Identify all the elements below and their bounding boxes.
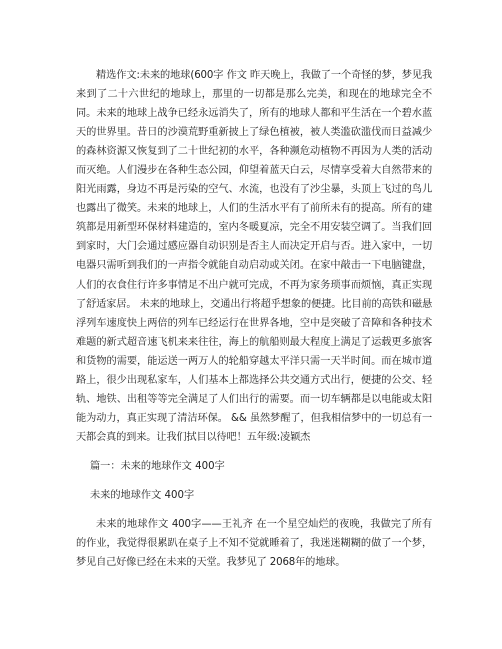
essay-paragraph-2: 未来的地球作文 400字——王礼齐 在一个星空灿烂的夜晚，我做完了所有的作业，我觉得很累趴在桌子上不知不觉就睡着了，我迷迷糊糊的做了一个梦，梦见自己好像已经在未来的天堂。我梦见了 2068年的地球。 [76,519,432,569]
spacer [76,476,432,486]
spacer [76,505,432,515]
spacer [76,447,432,457]
essay-paragraph-1: 精选作文:未来的地球(600字 作文 昨天晚上，我做了一个奇怪的梦，梦见我来到了二十六世纪的地球上，那里的一切都是那么完美，和现在的地球完全不同。未来的地球上战争已经永远消失了，所有的地球人都和平生活在一个碧水蓝天的世界里。昔日的沙漠荒野重新披上了绿色植被，被人类滥砍滥伐而日益减少的森林资源又恢复到了二十世纪初的水平，各种濒危动植物不再因为人类的活动而灭绝。人们漫步在各种生态公园，仰望着蓝天白云，尽情享受着大自然带来的阳光雨露，身边不再是污染的空气、水流，也没有了沙尘暴，头顶上飞过的鸟儿也露出了微笑。未来的地球上，人们的生活水平有了前所未有的提高。所有的建筑都是用新型环保材料建造的，室内冬暖夏凉，完全不用安装空调了。当我们回到家时，大门会通过感应器自动识别是否主人而决定开启与否。进入家中，一切电器只需听到我们的一声指令就能自动启动或关闭。在家中敲击一下电脑键盘，人们的衣食住行许多事情足不出户就可完成，不再为家务琐事而烦恼，真正实现了舒适家居。 未来的地球上，交通出行将超乎想象的便捷。比目前的高铁和磁悬浮列车速度快上两倍的列车已经运行在世界各地，空中是突破了音障和各种技术难题的新式超音速飞机来来往往，海上的航船则最大程度上满足了运载更多旅客和货物的需要，能运送一两万人的轮船穿越太平洋只需一天半时间。而在城市道路上，很少出现私家车，人们基本上都选择公共交通方式出行，便捷的公交、轻轨、地铁、出租等等完全满足了人们出行的需要。而一切车辆都是以电能或太阳能为动力，真正实现了清洁环保。 && 虽然梦醒了，但我相信梦中的一切总有一天都会真的到来。让我们拭目以待吧！五年级:凌颖杰 [76,70,432,443]
essay-subtitle: 未来的地球作文 400字 [90,489,195,501]
section-title: 篇一：未来的地球作文 400字 [90,460,225,472]
